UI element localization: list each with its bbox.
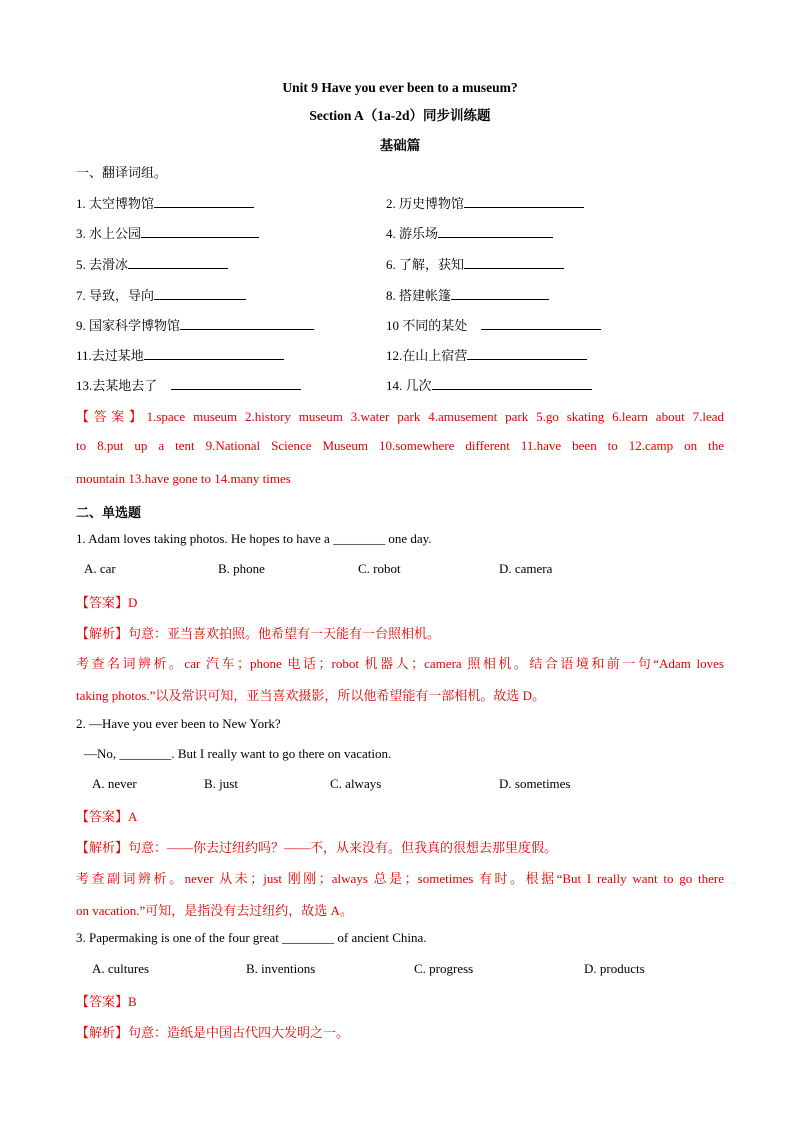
question-stem: 1. Adam loves taking photos. He hopes to have a ________ one day. bbox=[76, 531, 432, 546]
answer-text: 【答案】1.space museum 2.history museum 3.water park 4.amusement park 5.go skating 6.learn about 7.lead bbox=[76, 409, 724, 424]
analysis-text: on vacation.”可知，是指没有去过纽约，故选 A。 bbox=[76, 903, 353, 918]
analysis-text: 【解析】句意：造纸是中国古代四大发明之一。 bbox=[76, 1025, 350, 1040]
level-heading: 基础篇 bbox=[379, 138, 421, 153]
document-title: Unit 9 Have you ever been to a museum? bbox=[282, 80, 518, 95]
answer-blank[interactable] bbox=[171, 377, 301, 390]
answer-blank[interactable] bbox=[180, 317, 314, 330]
phrase-item: 3. 水上公园 bbox=[76, 223, 259, 242]
phrase-item: 7. 导致，导向 bbox=[76, 285, 246, 304]
answer-text: mountain 13.have gone to 14.many times bbox=[76, 471, 291, 486]
phrase-item: 2. 历史博物馆 bbox=[386, 193, 584, 212]
answer-blank[interactable] bbox=[467, 347, 587, 360]
analysis-text: taking photos.”以及常识可知，亚当喜欢摄影，所以他希望能有一部相机。故选 D。 bbox=[76, 688, 546, 703]
answer-label: 【答案】D bbox=[76, 595, 138, 610]
answer-label: 【答案】A bbox=[76, 809, 138, 824]
phrase-item: 8. 搭建帐篷 bbox=[386, 285, 549, 304]
option-b[interactable]: B. phone bbox=[218, 561, 265, 576]
answer-blank[interactable] bbox=[464, 195, 584, 208]
section-heading-choice: 二、单选题 bbox=[76, 505, 142, 520]
question-stem-line2: —No, ________. But I really want to go there on vacation. bbox=[84, 746, 392, 761]
phrase-item: 13.去某地去了 bbox=[76, 375, 301, 394]
phrase-item: 4. 游乐场 bbox=[386, 223, 553, 242]
option-a[interactable]: A. never bbox=[92, 776, 137, 791]
option-a[interactable]: A. cultures bbox=[92, 961, 150, 976]
phrase-item: 10 不同的某处 bbox=[386, 315, 601, 334]
answer-blank[interactable] bbox=[154, 195, 254, 208]
answer-blank[interactable] bbox=[154, 287, 246, 300]
question-stem: 2. —Have you ever been to New York? bbox=[76, 716, 281, 731]
option-a[interactable]: A. car bbox=[84, 561, 116, 576]
section-heading-translate: 一、翻译词组。 bbox=[76, 165, 168, 180]
phrase-item: 6. 了解，获知 bbox=[386, 254, 564, 273]
answer-blank[interactable] bbox=[144, 347, 284, 360]
answer-blank[interactable] bbox=[128, 256, 228, 269]
answer-blank[interactable] bbox=[464, 256, 564, 269]
option-c[interactable]: C. progress bbox=[414, 961, 474, 976]
answer-blank[interactable] bbox=[481, 317, 601, 330]
answer-blank[interactable] bbox=[141, 225, 259, 238]
phrase-item: 11.去过某地 bbox=[76, 345, 284, 364]
answer-blank[interactable] bbox=[451, 287, 549, 300]
option-c[interactable]: C. always bbox=[330, 776, 382, 791]
analysis-text: 考查名词辨析。car 汽车；phone 电话；robot 机器人；camera 照相机。结合语境和前一句“Adam loves bbox=[76, 656, 724, 671]
option-c[interactable]: C. robot bbox=[358, 561, 401, 576]
phrase-item: 5. 去滑冰 bbox=[76, 254, 228, 273]
question-stem: 3. Papermaking is one of the four great ________ of ancient China. bbox=[76, 930, 427, 945]
document-subtitle: Section A（1a-2d）同步训练题 bbox=[309, 108, 491, 123]
analysis-text: 【解析】句意：亚当喜欢拍照。他希望有一天能有一台照相机。 bbox=[76, 626, 441, 641]
option-b[interactable]: B. inventions bbox=[246, 961, 316, 976]
answer-blank[interactable] bbox=[432, 377, 592, 390]
answer-blank[interactable] bbox=[438, 225, 553, 238]
answer-label: 【答案】B bbox=[76, 994, 137, 1009]
phrase-item: 14. 几次 bbox=[386, 375, 592, 394]
phrase-item: 1. 太空博物馆 bbox=[76, 193, 254, 212]
phrase-item: 9. 国家科学博物馆 bbox=[76, 315, 314, 334]
answer-text: to 8.put up a tent 9.National Science Museum 10.somewhere different 11.have been to 12.camp on the bbox=[76, 438, 724, 453]
option-b[interactable]: B. just bbox=[204, 776, 238, 791]
option-d[interactable]: D. products bbox=[584, 961, 645, 976]
analysis-text: 【解析】句意：——你去过纽约吗？——不，从来没有。但我真的很想去那里度假。 bbox=[76, 840, 558, 855]
option-d[interactable]: D. camera bbox=[499, 561, 553, 576]
analysis-text: 考查副词辨析。never 从未；just 刚刚；always 总是；sometimes 有时。根据“But I really want to go there bbox=[76, 871, 724, 886]
option-d[interactable]: D. sometimes bbox=[499, 776, 571, 791]
phrase-item: 12.在山上宿营 bbox=[386, 345, 587, 364]
